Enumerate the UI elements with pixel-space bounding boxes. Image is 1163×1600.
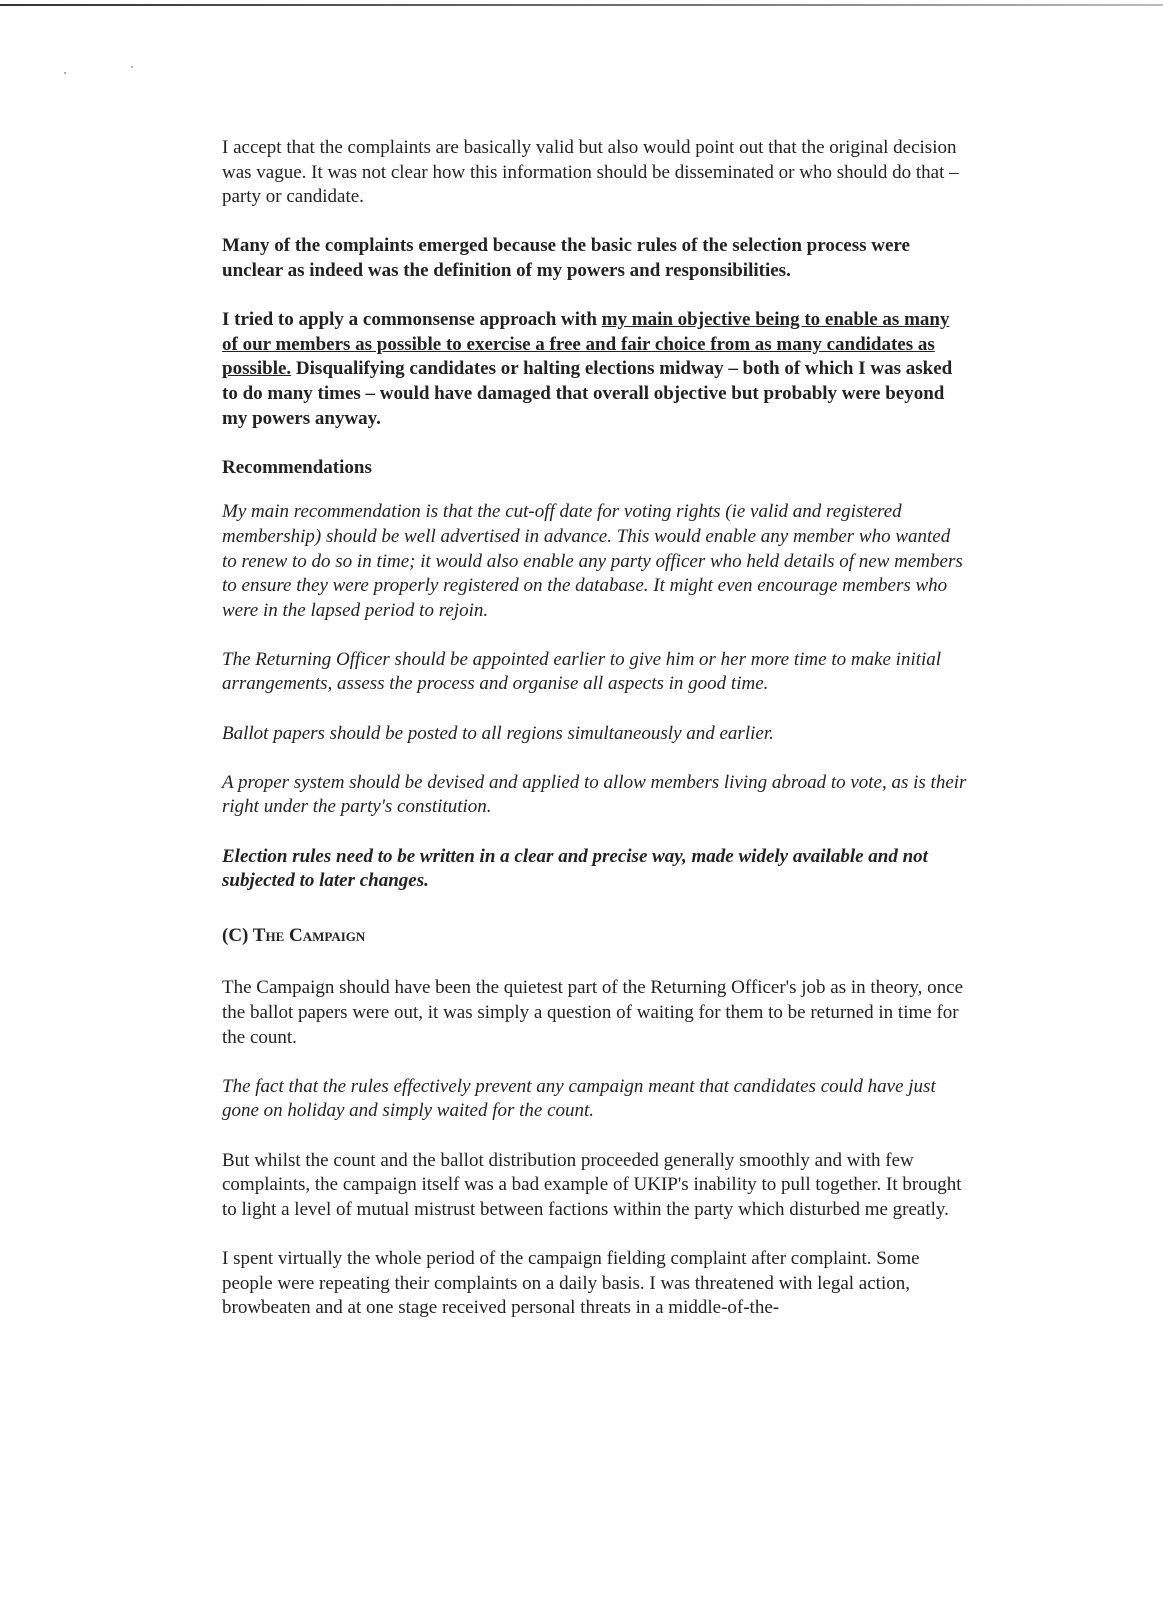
campaign-heading: (C) The Campaign: [222, 924, 366, 946]
paragraph-fielding-complaints: I spent virtually the whole period of the campaign fielding complaint after complaint. Some people were repeating their complaints on a daily basis. I was threatened with legal action, browbeaten and at one stage received personal threats in a middle-of-the-: [222, 1247, 920, 1319]
paragraph-count-distribution: But whilst the count and the ballot distribution proceeded generally smoothly and with few complaints, the campaign itself was a bad example of UKIP's inability to pull together. It brought to light a level of mutual mistrust between factions within the party which disturbed me greatly.: [222, 1149, 962, 1220]
paragraph-commonsense-approach: [222, 308, 967, 431]
paragraph-complaints-emerged: Many of the complaints emerged because the basic rules of the selection process were unclear as indeed was the definition of my powers and responsibilities.: [222, 235, 910, 281]
recommendation-returning-officer: The Returning Officer should be appointed earlier to give him or her more time to make initial arrangements, assess the process and organise all aspects in good time.: [222, 648, 942, 695]
recommendation-cutoff-date: My main recommendation is that the cut-off date for voting rights (ie valid and registered membership) should be well advertised in advance. This would enable any member who wanted to renew to do so in time; it would also enable any party officer who held details of new members to ensure they were properly registered on the database. It might even encourage members who were in the lapsed period to rejoin.: [222, 501, 963, 621]
paragraph-campaign-quietest: The Campaign should have been the quietest part of the Returning Officer's job as in theory, once the ballot papers were out, it was simply a question of waiting for them to be returned in time for the count.: [222, 977, 964, 1048]
recommendation-election-rules: Election rules need to be written in a clear and precise way, made widely available and not subjected to later changes.: [222, 845, 928, 892]
commonsense-intro: I tried to apply a commonsense approach with: [222, 309, 602, 331]
document-page: [222, 136, 967, 1345]
paragraph-complaints-valid: I accept that the complaints are basically valid but also would point out that the original decision was vague. It was not clear how this information should be disseminated or who should do that – party or candidate.: [222, 137, 959, 208]
commonsense-conclusion: Disqualifying candidates or halting elections midway – both of which I was asked to do many times – would have damaged that overall objective but probably were beyond my powers anyway.: [222, 358, 953, 429]
paragraph-rules-prevent-campaign: The fact that the rules effectively prevent any campaign meant that candidates could have just gone on holiday and simply waited for the count.: [222, 1075, 936, 1122]
main-objective-underlined: my main objective being to enable as many of our members as possible to exercise a free and fair choice from as many candidates as possible.: [222, 309, 950, 380]
recommendations-heading: Recommendations: [222, 456, 372, 478]
scan-top-edge: [0, 4, 1163, 6]
scan-speck: [64, 72, 66, 74]
recommendation-members-abroad: A proper system should be devised and applied to allow members living abroad to vote, as is their right under the party's constitution.: [222, 771, 967, 818]
recommendation-ballot-papers: Ballot papers should be posted to all regions simultaneously and earlier.: [222, 722, 774, 744]
scan-speck: [131, 66, 133, 68]
